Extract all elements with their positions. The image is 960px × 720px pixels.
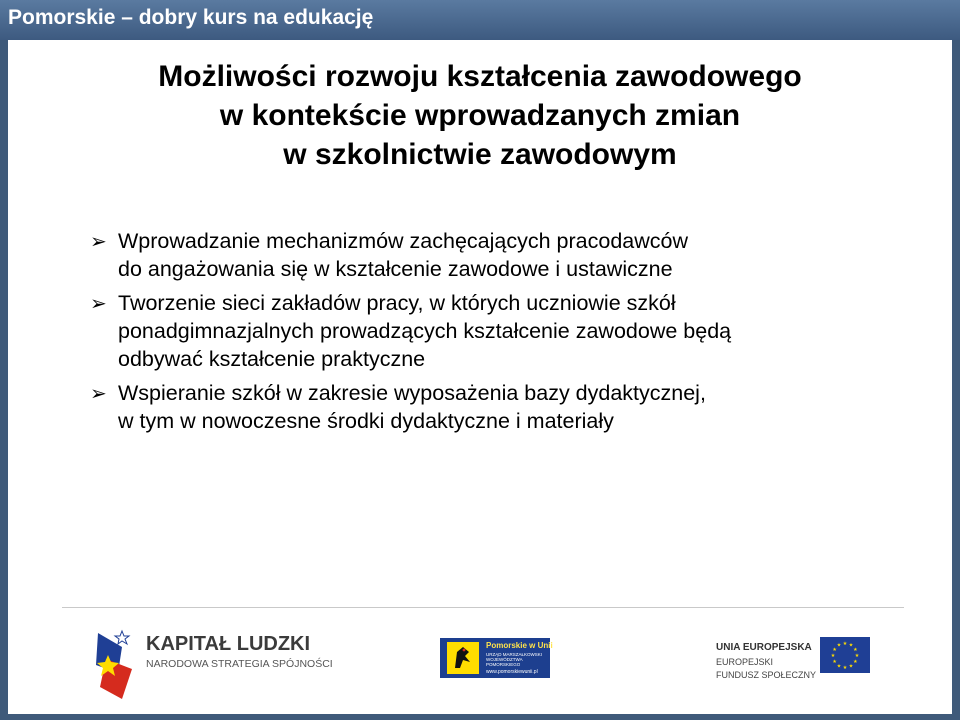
kapital-ludzki-emblem-icon (92, 625, 140, 703)
kapital-ludzki-subtitle: NARODOWA STRATEGIA SPÓJNOŚCI (146, 658, 333, 670)
footer-divider (62, 607, 904, 608)
eu-fund-line: EUROPEJSKI (716, 657, 774, 667)
bullet-item (90, 227, 880, 283)
eu-stars-icon (820, 637, 870, 673)
header-title: Pomorskie – dobry kurs na edukację (8, 6, 374, 29)
slide-title-line: w szkolnictwie zawodowym (283, 138, 677, 171)
kapital-ludzki-logo (92, 625, 333, 703)
eu-name: UNIA EUROPEJSKA (716, 642, 812, 653)
eu-efs-logo (704, 637, 874, 685)
bullet-line: Wprowadzanie mechanizmów zachęcających pracodawców (118, 229, 689, 253)
bullet-line: do angażowania się w kształcenie zawodowe i ustawiczne (118, 257, 673, 281)
pomorskie-name: Pomorskie w Unii (486, 641, 553, 650)
pomorskie-subtitle: URZĄD MARSZAŁKOWSKI WOJEWÓDZTWA POMORSKIEGO (486, 652, 543, 667)
svg-text:★: ★ (832, 647, 837, 653)
bullet-item (90, 379, 880, 435)
bullet-line: odbywać kształcenie praktyczne (118, 347, 426, 371)
svg-text:★: ★ (836, 663, 842, 670)
svg-text:★: ★ (854, 653, 860, 659)
header-bar (0, 0, 960, 40)
kapital-ludzki-name: KAPITAŁ LUDZKI (146, 633, 311, 655)
slide-body (8, 40, 952, 714)
svg-text:★: ★ (836, 642, 842, 649)
svg-text:★: ★ (842, 665, 848, 671)
bullet-list (90, 227, 880, 441)
slide-title-line: w kontekście wprowadzanych zmian (219, 99, 741, 132)
svg-text:★: ★ (832, 659, 837, 665)
pomorskie-griffin-icon (443, 638, 483, 678)
pomorskie-url: www.pomorskiewunii.pl (486, 669, 538, 675)
bullet-line: w tym w nowoczesne środki dydaktyczne i materiały (118, 409, 614, 433)
arrow-bullet-icon: ➢ (90, 383, 107, 405)
bullet-line: ponadgimnazjalnych prowadzących kształcenie zawodowe będą (118, 319, 732, 343)
slide-title-line: Możliwości rozwoju kształcenia zawodowego (158, 60, 802, 93)
svg-text:★: ★ (853, 659, 858, 665)
bullet-line: Wspieranie szkół w zakresie wyposażenia bazy dydaktycznej, (118, 381, 706, 405)
arrow-bullet-icon: ➢ (90, 293, 107, 315)
eu-fund-line: FUNDUSZ SPOŁECZNY (716, 670, 817, 680)
bullet-line: Tworzenie sieci zakładów pracy, w których uczniowie szkół (118, 291, 676, 315)
eu-flag-icon (820, 637, 870, 673)
svg-text:★: ★ (848, 663, 854, 670)
svg-text:★: ★ (848, 642, 854, 649)
svg-text:★: ★ (842, 641, 848, 647)
bullet-item (90, 289, 880, 373)
svg-text:★: ★ (830, 653, 836, 659)
slide-title (8, 57, 952, 174)
pomorskie-w-unii-logo (440, 638, 553, 678)
arrow-bullet-icon: ➢ (90, 231, 107, 253)
svg-text:★: ★ (853, 647, 858, 653)
